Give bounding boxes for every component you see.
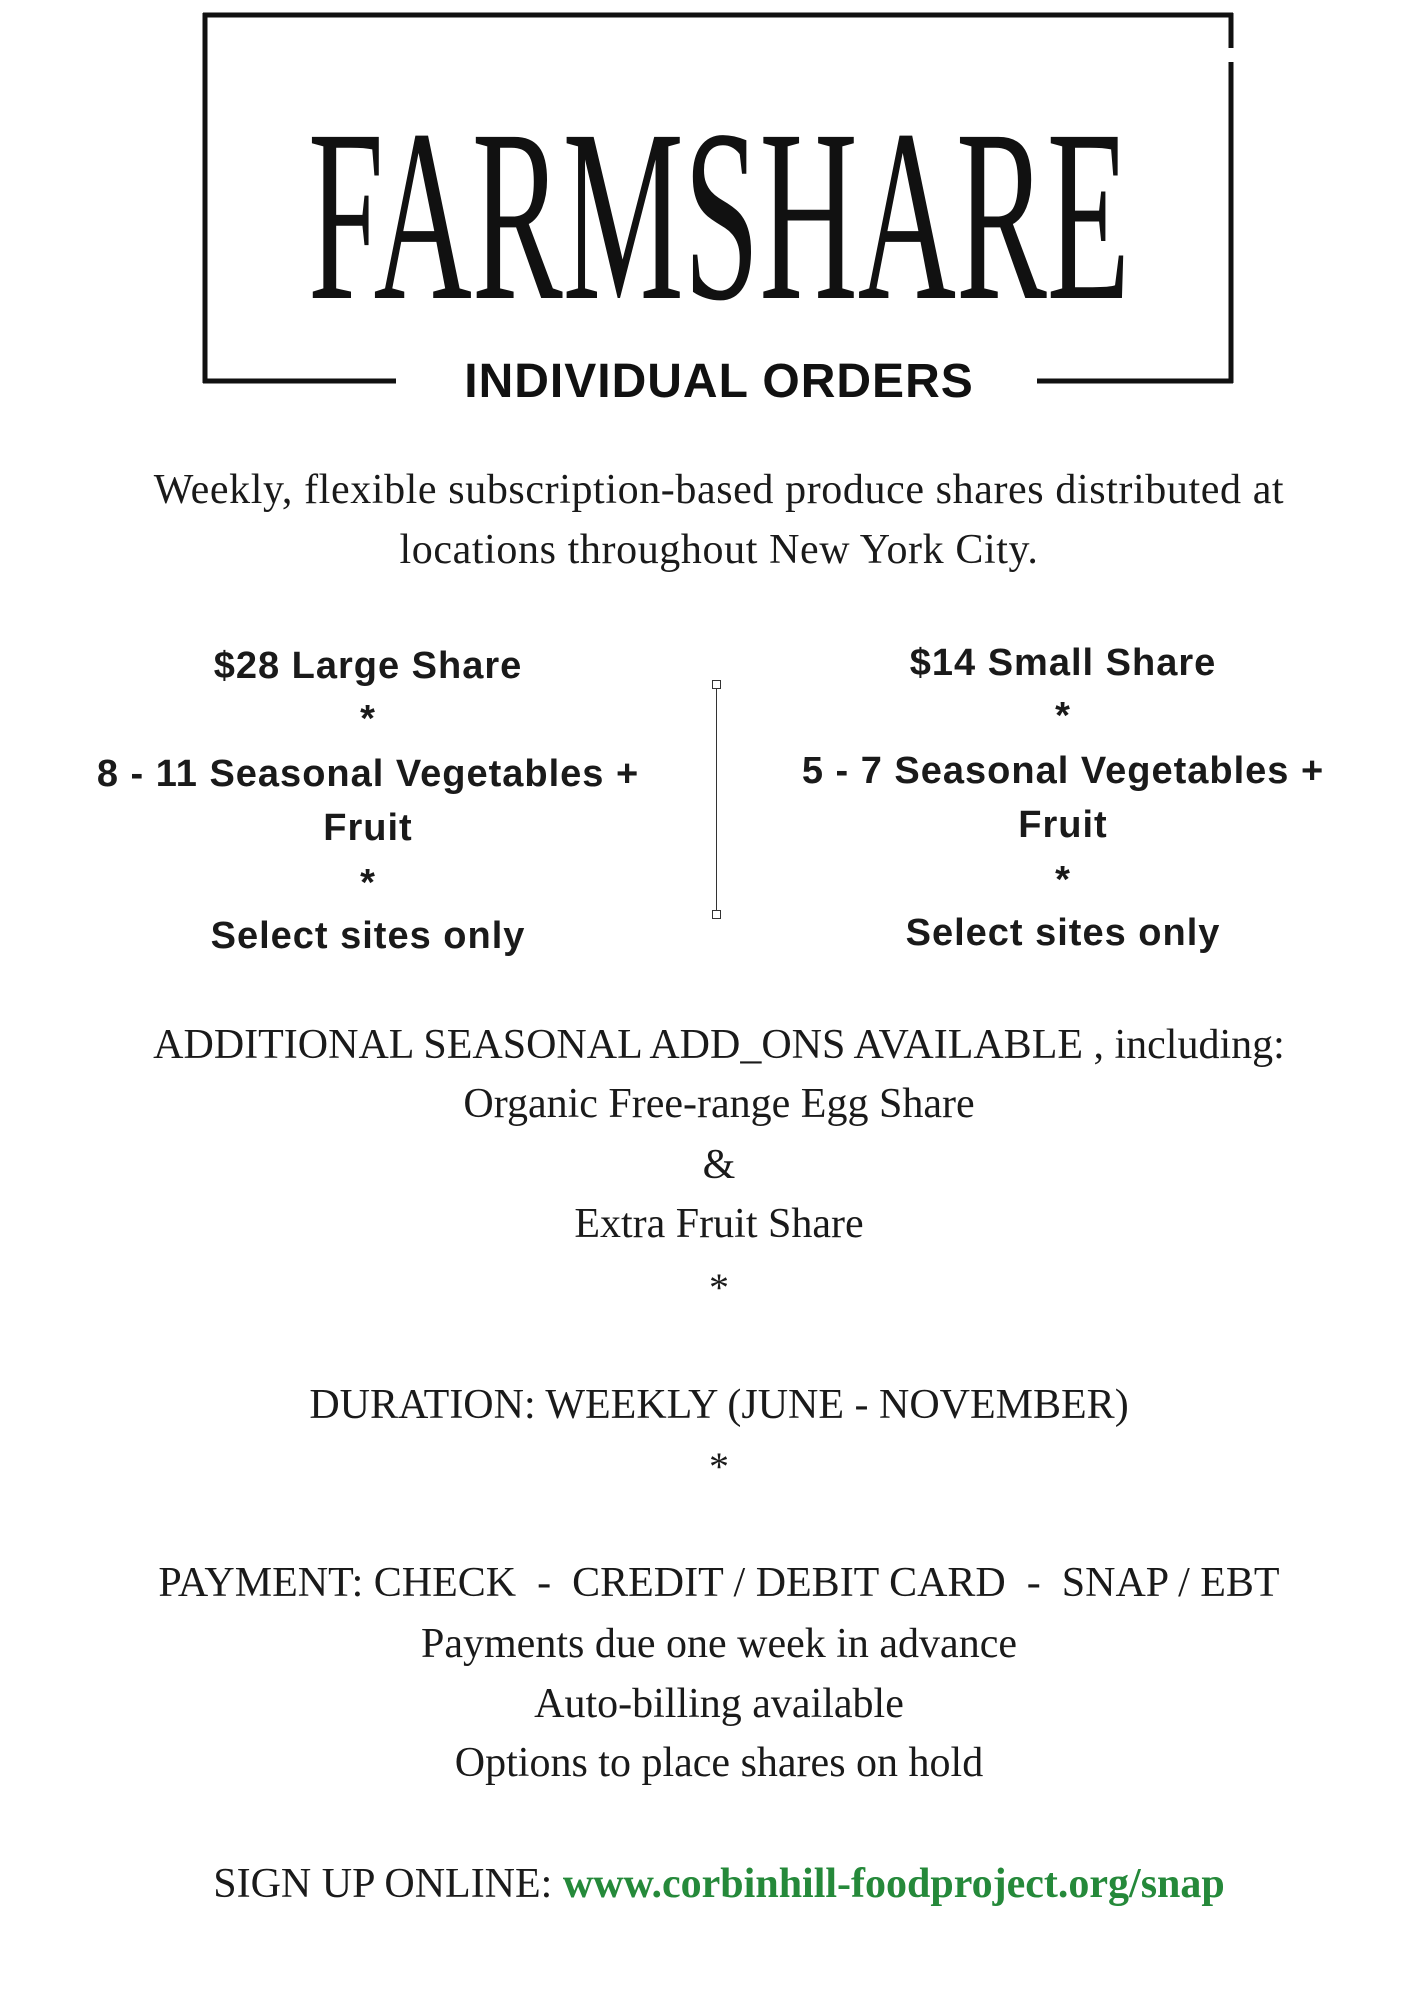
signup-line [10, 1854, 1428, 1914]
add-ons-heading: ADDITIONAL SEASONAL ADD_ONS AVAILABLE , including: [153, 1022, 1285, 1068]
share-separator: * [360, 862, 376, 904]
share-divider-top-handle [712, 680, 721, 689]
share-separator: * [1055, 695, 1071, 737]
share-price-label: $14 Small Share [909, 642, 1217, 684]
share-contents-line-2: Fruit [1018, 804, 1108, 846]
payment-note-advance: Payments due one week in advance [421, 1621, 1017, 1667]
share-availability: Select sites only [210, 915, 526, 957]
duration-separator: * [709, 1444, 729, 1489]
share-contents-line-1: 8 - 11 Seasonal Vegetables + [96, 753, 640, 795]
intro-line-2: locations throughout New York City. [399, 527, 1039, 573]
intro-line-1: Weekly, flexible subscription-based produce shares distributed at [153, 467, 1285, 513]
payment-note-hold: Options to place shares on hold [454, 1740, 984, 1786]
add-on-item-egg-share: Organic Free-range Egg Share [463, 1081, 975, 1127]
share-contents-line-2: Fruit [323, 807, 413, 849]
share-separator: * [1055, 859, 1071, 901]
payment-methods: PAYMENT: CHECK - CREDIT / DEBIT CARD - SNAP / EBT [158, 1560, 1280, 1606]
share-price-label: $28 Large Share [213, 645, 523, 687]
share-separator: * [360, 698, 376, 740]
share-divider-bottom-handle [712, 910, 721, 919]
add-on-joiner: & [702, 1142, 736, 1188]
share-availability: Select sites only [905, 912, 1221, 954]
page-subtitle: INDIVIDUAL ORDERS [464, 355, 974, 408]
payment-note-auto-billing: Auto-billing available [534, 1681, 904, 1727]
duration-text: DURATION: WEEKLY (JUNE - NOVEMBER) [309, 1382, 1129, 1428]
add-ons-separator: * [709, 1265, 729, 1310]
share-contents-line-1: 5 - 7 Seasonal Vegetables + [801, 750, 1325, 792]
add-on-item-fruit-share: Extra Fruit Share [574, 1201, 864, 1247]
signup-url: www.corbinhill-foodproject.org/snap [562, 1861, 1225, 1907]
page-title: FARMSHARE [308, 80, 1130, 352]
signup-label: SIGN UP ONLINE: [213, 1861, 563, 1907]
share-divider [716, 684, 717, 914]
